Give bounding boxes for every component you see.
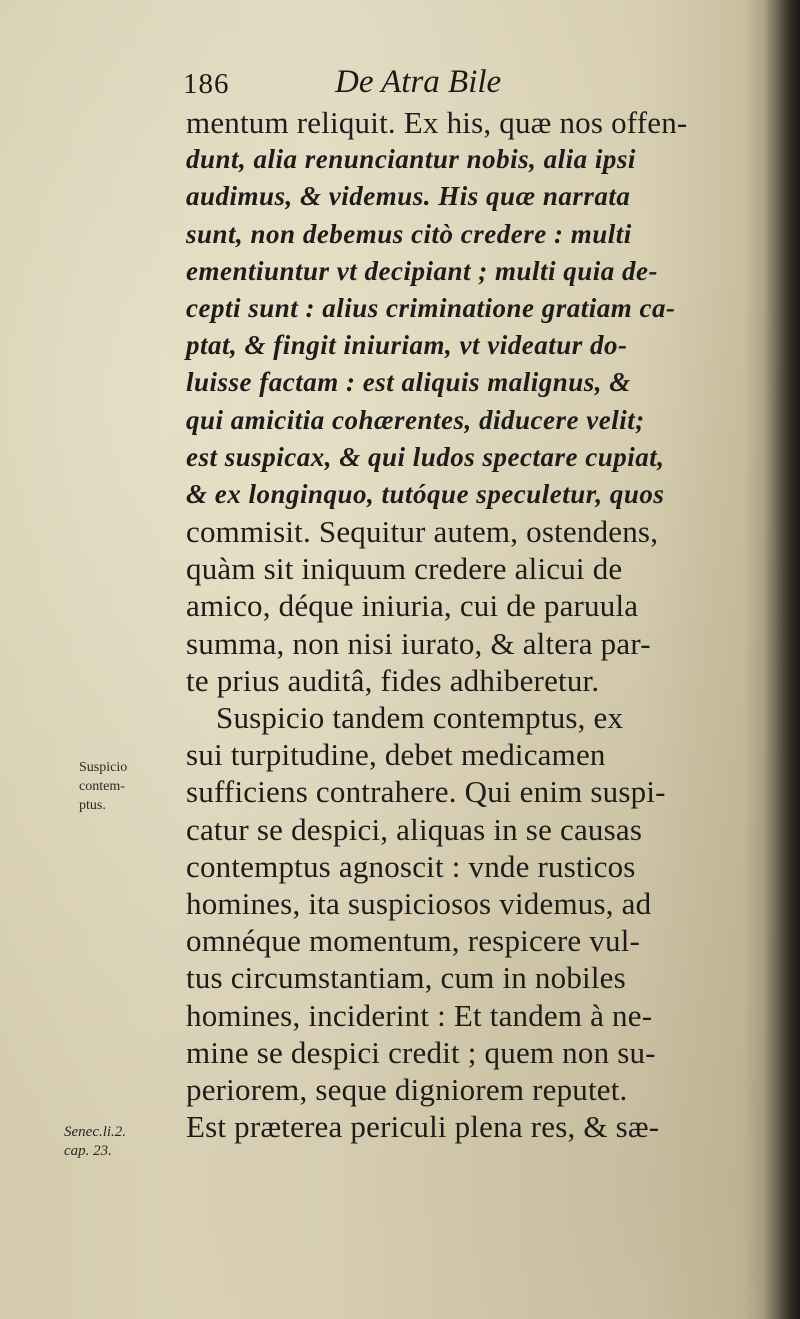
- page-header: [183, 62, 603, 106]
- text-line: summa, non nisi iurato, & altera par-: [186, 625, 651, 661]
- paragraph-start-line: Suspicio tandem contemptus, ex: [216, 700, 624, 735]
- binding-shadow: [764, 0, 800, 1319]
- text-line: sufficiens contrahere. Qui enim suspi-: [186, 774, 666, 810]
- text-line: contemptus agnoscit : vnde rusticos: [186, 848, 636, 884]
- text-line: est suspicax, & qui ludos spectare cupiat,: [186, 441, 665, 472]
- marginal-line: ptus.: [79, 798, 106, 813]
- marginal-note-seneca: [64, 1123, 126, 1161]
- marginal-line: Senec.li.2.: [64, 1124, 127, 1140]
- text-line: omnéque momentum, respicere vul-: [186, 923, 641, 959]
- text-line: ptat, & fingit iniuriam, vt videatur do-: [186, 330, 628, 361]
- text-line: cepti sunt : alius criminatione gratiam ca-: [186, 292, 676, 323]
- text-line: sunt, non debemus citò credere : multi: [186, 218, 632, 249]
- text-line: audimus, & videmus. His quæ narrata: [186, 181, 631, 212]
- text-line: dunt, alia renunciantur nobis, alia ipsi: [186, 144, 636, 175]
- text-line: mine se despici credit ; quem non su-: [186, 1034, 656, 1070]
- marginal-line: cap. 23.: [64, 1143, 112, 1159]
- running-title: De Atra Bile: [335, 64, 502, 100]
- text-line: qui amicitia cohærentes, diducere velit;: [186, 404, 645, 435]
- page-number: 186: [183, 68, 230, 100]
- text-line: sui turpitudine, debet medicamen: [186, 737, 606, 773]
- marginal-line: Suspicio: [79, 760, 128, 775]
- text-line: & ex longinquo, tutóque speculetur, quos: [186, 478, 665, 509]
- text-line: mentum reliquit. Ex his, quæ nos offen-: [186, 105, 688, 140]
- text-line: periorem, seque digniorem reputet.: [186, 1071, 628, 1107]
- text-line: luisse factam : est aliquis malignus, &: [186, 367, 631, 398]
- main-text: [186, 104, 746, 1145]
- text-line: te prius auditâ, fides adhiberetur.: [186, 662, 600, 698]
- text-line: catur se despici, aliquas in se causas: [186, 811, 643, 847]
- text-line: commisit. Sequitur autem, ostendens,: [186, 514, 659, 550]
- text-line: tus circumstantiam, cum in nobiles: [186, 960, 626, 996]
- text-line: homines, inciderint : Et tandem à ne-: [186, 997, 653, 1033]
- text-line: homines, ita suspiciosos videmus, ad: [186, 885, 652, 921]
- text-line: amico, déque iniuria, cui de paruula: [186, 588, 639, 624]
- text-line: ementiuntur vt decipiant ; multi quia de-: [186, 255, 659, 286]
- text-line: quàm sit iniquum credere alicui de: [186, 551, 623, 587]
- text-line: Est præterea periculi plena res, & sæ-: [186, 1109, 660, 1145]
- marginal-note-suspicio: [79, 758, 127, 815]
- marginal-line: contem-: [79, 779, 125, 794]
